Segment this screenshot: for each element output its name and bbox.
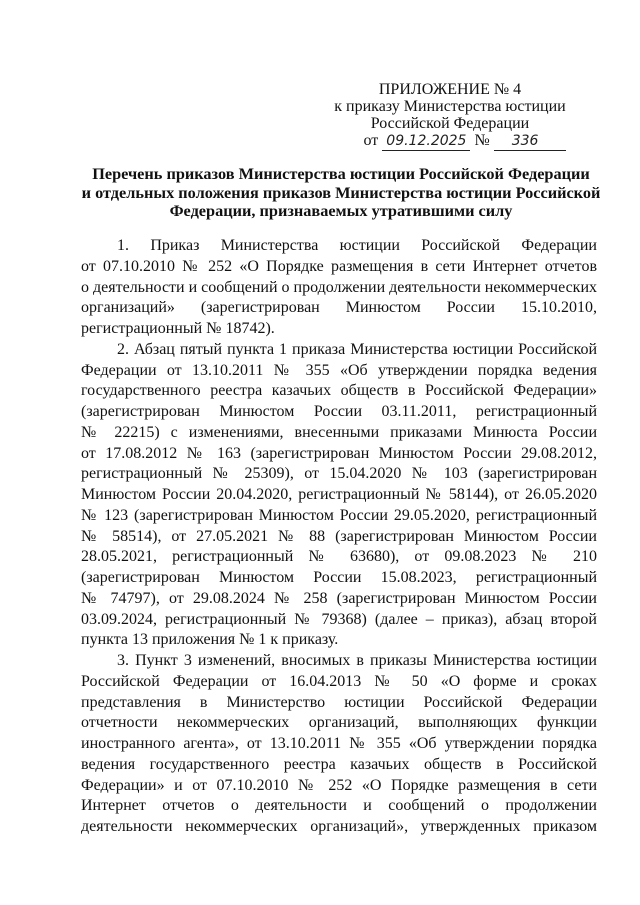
text-line: 3. Пункт 3 изменений, вносимых в приказы Министерства юстиции [117, 652, 597, 669]
text-line: пункта 13 приложения № 1 к приказу. [81, 631, 339, 649]
text-line: представления в Министерство юстиции Российской Федерации [81, 693, 597, 711]
text-line: государственного реестра казачьих обществ в Российской Федерации» [81, 382, 597, 400]
title-line: Федерации, признаваемых утратившими силу [169, 201, 513, 220]
annex-number: ПРИЛОЖЕНИЕ № 4 [378, 81, 522, 98]
text-line: о деятельности и сообщений о продолжении деятельности некоммерческих [81, 278, 598, 296]
annex-ministry-line: Российской Федерации [370, 115, 530, 132]
text-line: отчетности некоммерческих организаций, выполняющих функции [81, 714, 597, 732]
text-line: организаций» (зарегистрирован Минюстом России 15.10.2010, [81, 299, 597, 317]
text-line: Российской Федерации от 16.04.2013 № 50 «О форме и сроках [81, 672, 597, 690]
text-line: иностранного агента», от 13.10.2011 № 355 «Об утверждении порядка [81, 735, 597, 752]
annex-header [300, 81, 600, 149]
title-line: и отдельных положения приказов Министерства юстиции Российской [81, 182, 601, 202]
text-line: регистрационный № 18742). [81, 320, 275, 337]
paragraph-1 [81, 236, 597, 340]
text-line: (зарегистрирован Минюстом России 15.08.2023, регистрационный [81, 569, 597, 586]
annex-date-line [300, 132, 600, 149]
document-body [81, 236, 597, 838]
handwritten-date: 09.12.2025 [382, 133, 470, 151]
text-line: регистрационный № 25309), от 15.04.2020 № 103 (зарегистрирован [81, 465, 597, 483]
text-line: № 58514), от 27.05.2021 № 88 (зарегистрирован Минюстом России [81, 527, 597, 545]
text-line: от 07.10.2010 № 252 «О Порядке размещения в сети Интернет отчетов [81, 257, 597, 275]
text-line: № 22215) с изменениями, внесенными приказами Минюста России [81, 423, 597, 441]
annex-order-line: к приказу Министерства юстиции [334, 98, 566, 115]
text-line: № 123 (зарегистрирован Минюстом России 29.05.2020, регистрационный [81, 506, 597, 524]
text-line: Федерации от 13.10.2011 № 355 «Об утверждении порядка ведения [81, 361, 597, 379]
text-line: Интернет отчетов о деятельности и сообщений о продолжении [81, 797, 597, 815]
text-line: Минюстом России 20.04.2020, регистрационный № 58144), от 26.05.2020 [81, 486, 597, 503]
from-label: от [363, 132, 379, 149]
number-label: № [474, 132, 490, 149]
text-line: 2. Абзац пятый пункта 1 приказа Министерства юстиции Российской [117, 340, 597, 358]
text-line: Федерации» и от 07.10.2010 № 252 «О Порядке размещения в сети [81, 776, 597, 794]
text-line: от 17.08.2012 № 163 (зарегистрирован Минюстом России 29.08.2012, [81, 444, 597, 462]
paragraph-2 [81, 340, 597, 651]
document-title [80, 165, 602, 221]
text-line: (зарегистрирован Минюстом России 03.11.2011, регистрационный [81, 403, 597, 420]
paragraph-3 [81, 651, 597, 838]
title-line: Перечень приказов Министерства юстиции Российской Федерации [92, 164, 590, 183]
text-line: 28.05.2021, регистрационный № 63680), от 09.08.2023 № 210 [81, 548, 597, 566]
text-line: ведения государственного реестра казачьих обществ в Российской [81, 755, 597, 773]
text-line: № 74797), от 29.08.2024 № 258 (зарегистрирован Минюстом России [81, 589, 597, 607]
text-line: деятельности некоммерческих организаций», утвержденных приказом [81, 818, 597, 835]
text-line: 1. Приказ Министерства юстиции Российской Федерации [117, 237, 597, 254]
text-line: 03.09.2024, регистрационный № 79368) (далее – приказ), абзац второй [81, 610, 597, 628]
handwritten-number: 336 [494, 133, 567, 151]
